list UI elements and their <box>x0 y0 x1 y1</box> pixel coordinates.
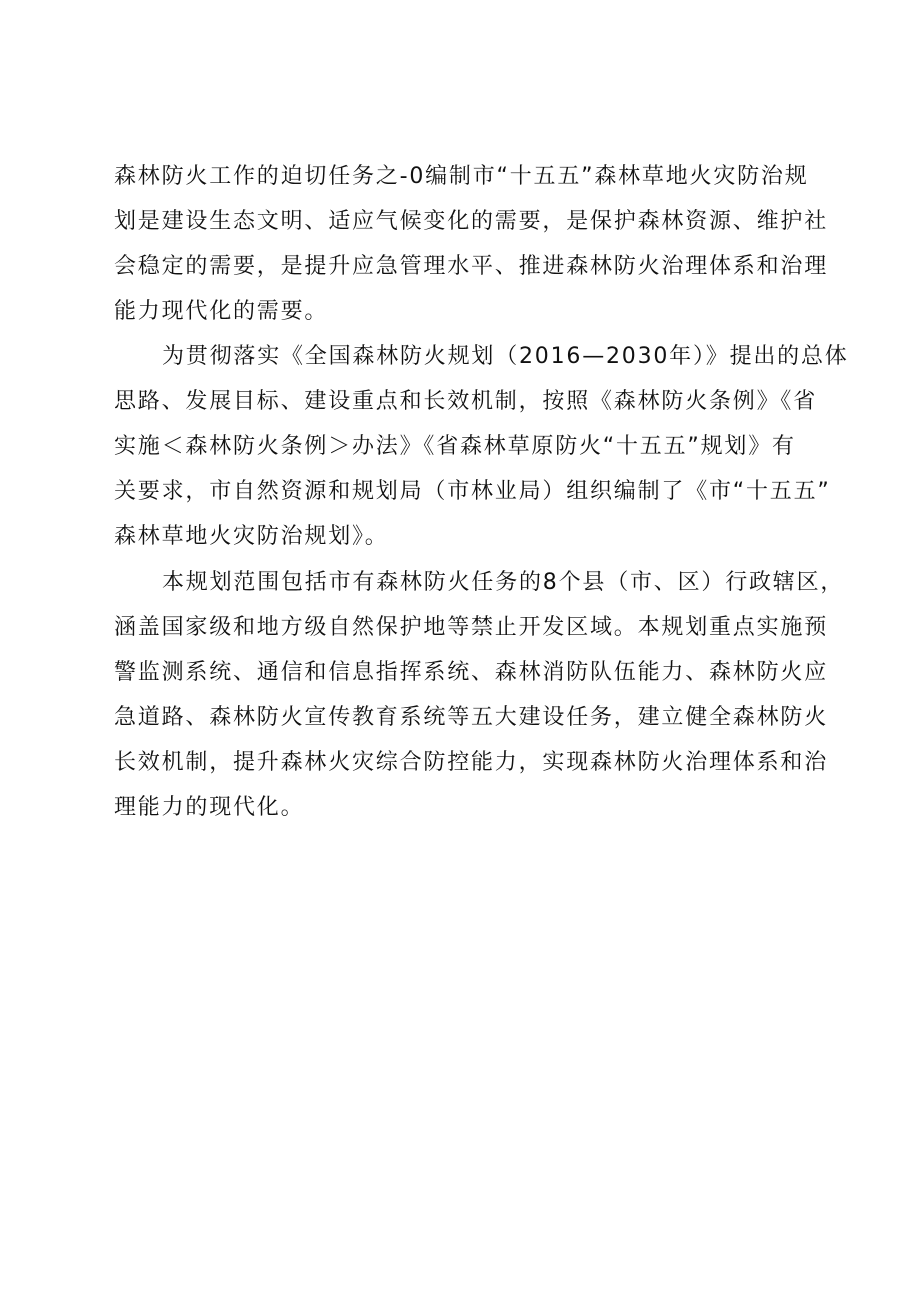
paragraph-line: 急道路、森林防火宣传教育系统等五大建设任务，建立健全森林防火 <box>114 705 829 730</box>
paragraph-1 <box>114 154 829 334</box>
paragraph-line: 划是建设生态文明、适应气候变化的需要，是保护森林资源、维护社 <box>114 209 829 234</box>
paragraph-line: 为贯彻落实《全国森林防火规划（2016—2030年）》提出的总体 <box>162 344 849 369</box>
paragraph-line: 会稳定的需要，是提升应急管理水平、推进森林防火治理体系和治理 <box>114 254 829 279</box>
paragraph-line: 实施＜森林防火条例＞办法》《省森林草原防火“十五五”规划》有 <box>114 434 796 459</box>
paragraph-line: 警监测系统、通信和信息指挥系统、森林消防队伍能力、森林防火应 <box>114 660 829 685</box>
paragraph-line: 能力现代化的需要。 <box>114 299 329 324</box>
paragraph-line: 森林草地火灾防治规划》。 <box>114 524 389 549</box>
paragraph-line: 关要求，市自然资源和规划局（市林业局）组织编制了《市“十五五” <box>114 479 831 504</box>
paragraph-2 <box>114 334 849 559</box>
paragraph-line: 长效机制，提升森林火灾综合防控能力，实现森林防火治理体系和治 <box>114 750 829 775</box>
paragraph-line: 思路、发展目标、建设重点和长效机制，按照《森林防火条例》《省 <box>114 389 818 414</box>
paragraph-line: 理能力的现代化。 <box>114 795 305 820</box>
paragraph-line: 本规划范围包括市有森林防火任务的8个县（市、区）行政辖区， <box>162 570 845 595</box>
paragraph-line: 森林防火工作的迫切任务之-0编制市“十五五”森林草地火灾防治规 <box>114 164 809 189</box>
paragraph-3 <box>114 560 845 830</box>
paragraph-line: 涵盖国家级和地方级自然保护地等禁止开发区域。本规划重点实施预 <box>114 615 829 640</box>
